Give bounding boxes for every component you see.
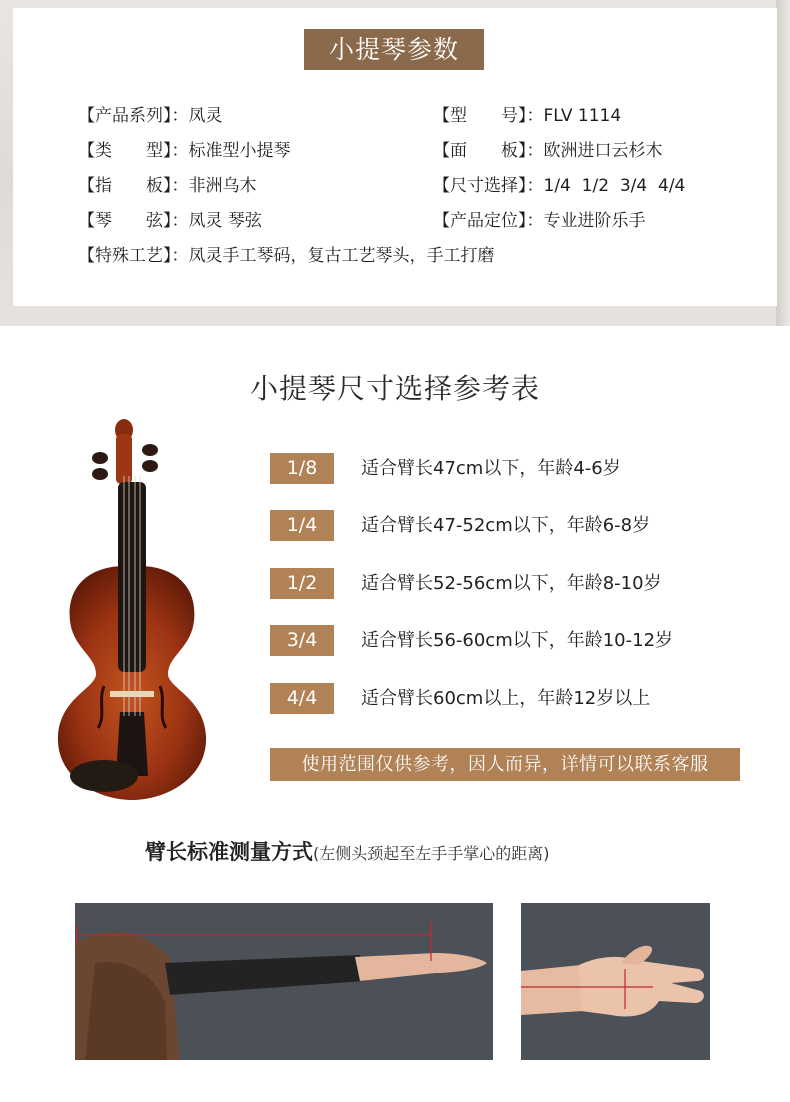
spec-value: 凤灵 琴弦 (188, 211, 262, 231)
spec-value: 标准型小提琴 (188, 141, 291, 161)
spec-key: 【产品定位】： (433, 211, 544, 231)
size-desc-4-4: 适合臂长60cm以上，年龄12岁以上 (361, 688, 651, 709)
hand-measurement-photo (521, 903, 710, 1060)
spec-key: 【面 板】： (433, 141, 544, 161)
spec-row-size-options (433, 175, 685, 197)
size-desc-1-8: 适合臂长47cm以下，年龄4-6岁 (361, 458, 621, 479)
spec-value: 欧洲进口云杉木 (543, 141, 663, 161)
spec-value: FLV 1114 (543, 106, 622, 126)
size-desc-3-4: 适合臂长56-60cm以下，年龄10-12岁 (361, 630, 674, 651)
hand-measurement-illustration (521, 903, 710, 1060)
size-badge-1-4: 1/4 (270, 510, 334, 541)
spec-row-craft (78, 245, 495, 267)
arm-measurement-photo (75, 903, 493, 1060)
spec-key: 【琴 弦】： (78, 211, 189, 231)
violin-image (52, 416, 212, 802)
arm-measurement-illustration (75, 903, 493, 1060)
usage-notice-bar: 使用范围仅供参考，因人而异，详情可以联系客服 (270, 748, 740, 781)
spec-row-top-plate (433, 140, 663, 162)
spec-key: 【型 号】： (433, 106, 544, 126)
spec-row-fingerboard (78, 175, 257, 197)
size-desc-1-2: 适合臂长52-56cm以下，年龄8-10岁 (361, 573, 662, 594)
measure-subtitle: (左侧头颈起至左手手掌心的距离) (313, 844, 550, 863)
size-badge-1-2: 1/2 (270, 568, 334, 599)
spec-value: 专业进阶乐手 (543, 211, 646, 231)
spec-key: 【尺寸选择】： (433, 176, 544, 196)
spec-value: 凤灵 (188, 106, 223, 126)
spec-row-model (433, 105, 621, 127)
size-desc-1-4: 适合臂长47-52cm以下，年龄6-8岁 (361, 515, 651, 536)
spec-row-series (78, 105, 223, 127)
size-badge-3-4: 3/4 (270, 625, 334, 656)
size-badge-4-4: 4/4 (270, 683, 334, 714)
spec-row-type (78, 140, 291, 162)
spec-value: 1/4 1/2 3/4 4/4 (543, 176, 686, 196)
measure-title: 臂长标准测量方式 (145, 840, 313, 864)
spec-key: 【特殊工艺】： (78, 246, 189, 266)
size-badge-1-8: 1/8 (270, 453, 334, 484)
size-chart-heading: 小提琴尺寸选择参考表 (249, 372, 540, 405)
measure-heading (145, 836, 550, 866)
spec-key: 【类 型】： (78, 141, 189, 161)
spec-row-strings (78, 210, 262, 232)
spec-value: 非洲乌木 (188, 176, 257, 196)
spec-key: 【产品系列】： (78, 106, 189, 126)
spec-row-positioning (433, 210, 646, 232)
spec-title: 小提琴参数 (304, 29, 484, 70)
spec-value: 凤灵手工琴码，复古工艺琴头，手工打磨 (188, 246, 495, 266)
spec-key: 【指 板】： (78, 176, 189, 196)
